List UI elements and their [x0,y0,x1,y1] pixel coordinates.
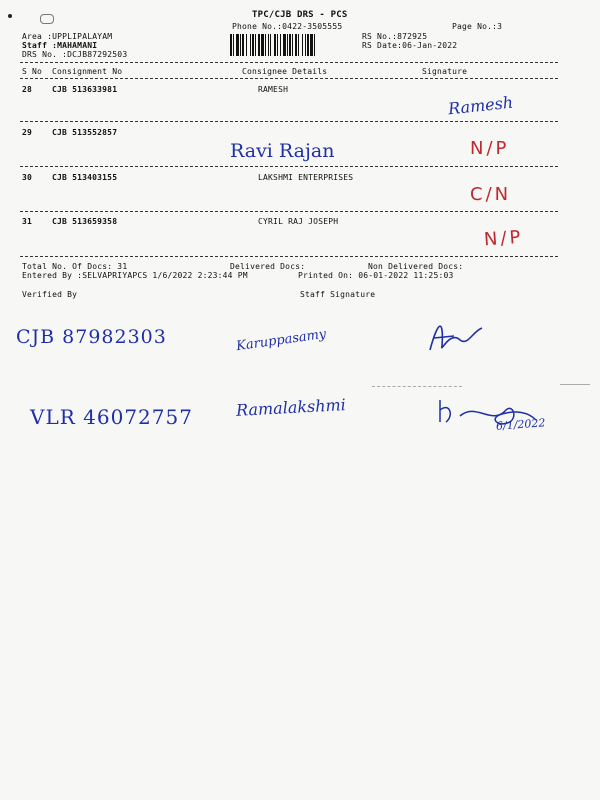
drs-number: DRS No. :DCJB87292503 [22,50,128,59]
corner-mark [8,14,12,18]
document-title: TPC/CJB DRS - PCS [252,10,348,20]
row-consignee: RAMESH [258,85,289,94]
row-signature: Ramesh [447,92,514,119]
divider [20,166,558,167]
staff-label: Staff :MAHAMANI [22,41,98,50]
stray-line [372,386,462,387]
phone-number: Phone No.:0422-3505555 [232,22,343,31]
divider [20,211,558,212]
delivered-docs: Delivered Docs: [230,262,306,271]
row-sno: 30 [22,173,33,182]
staff-signature-scribble [420,310,490,360]
entered-by: Entered By :SELVAPRIYAPCS 1/6/2022 2:23:44 PM [22,271,248,280]
divider [20,62,558,63]
barcode [230,34,317,56]
row-consignment: CJB 513633981 [52,85,118,94]
divider [20,78,558,79]
divider [20,121,558,122]
row-consignee: Ravi Rajan [230,140,335,162]
printed-on: Printed On: 06-01-2022 11:25:03 [298,271,454,280]
row-sno: 28 [22,85,33,94]
stray-line [560,384,590,385]
non-delivered-docs: Non Delivered Docs: [368,262,464,271]
verified-by-label: Verified By [22,290,78,299]
column-header-signature: Signature [422,67,468,76]
corner-mark [40,14,54,24]
handwritten-code: CJB 87982303 [16,326,167,348]
row-sno: 29 [22,128,33,137]
page-number: Page No.:3 [452,22,503,31]
total-docs: Total No. Of Docs: 31 [22,262,128,271]
column-header-consignee: Consignee Details [242,67,328,76]
row-sno: 31 [22,217,33,226]
rs-number: RS No.:872925 [362,32,428,41]
row-signature: N/P [470,138,510,159]
divider [20,256,558,257]
row-consignment: CJB 513403155 [52,173,118,182]
row-signature: C/N [470,184,512,205]
column-header-sno: S No [22,67,43,76]
row-consignee: LAKSHMI ENTERPRISES [258,173,354,182]
column-header-consignment: Consignment No [52,67,123,76]
staff-signature-label: Staff Signature [300,290,376,299]
row-consignee: CYRIL RAJ JOSEPH [258,217,339,226]
handwritten-name: Ramalakshmi [235,395,347,420]
row-consignment: CJB 513552857 [52,128,118,137]
area-label: Area :UPPLIPALAYAM [22,32,113,41]
handwritten-date: 6/1/2022 [495,416,546,433]
handwritten-code: VLR 46072757 [30,405,193,429]
row-signature: N/P [483,226,525,251]
rs-date: RS Date:06-Jan-2022 [362,41,458,50]
row-consignment: CJB 513659358 [52,217,118,226]
handwritten-name: Karuppasamy [235,326,328,355]
